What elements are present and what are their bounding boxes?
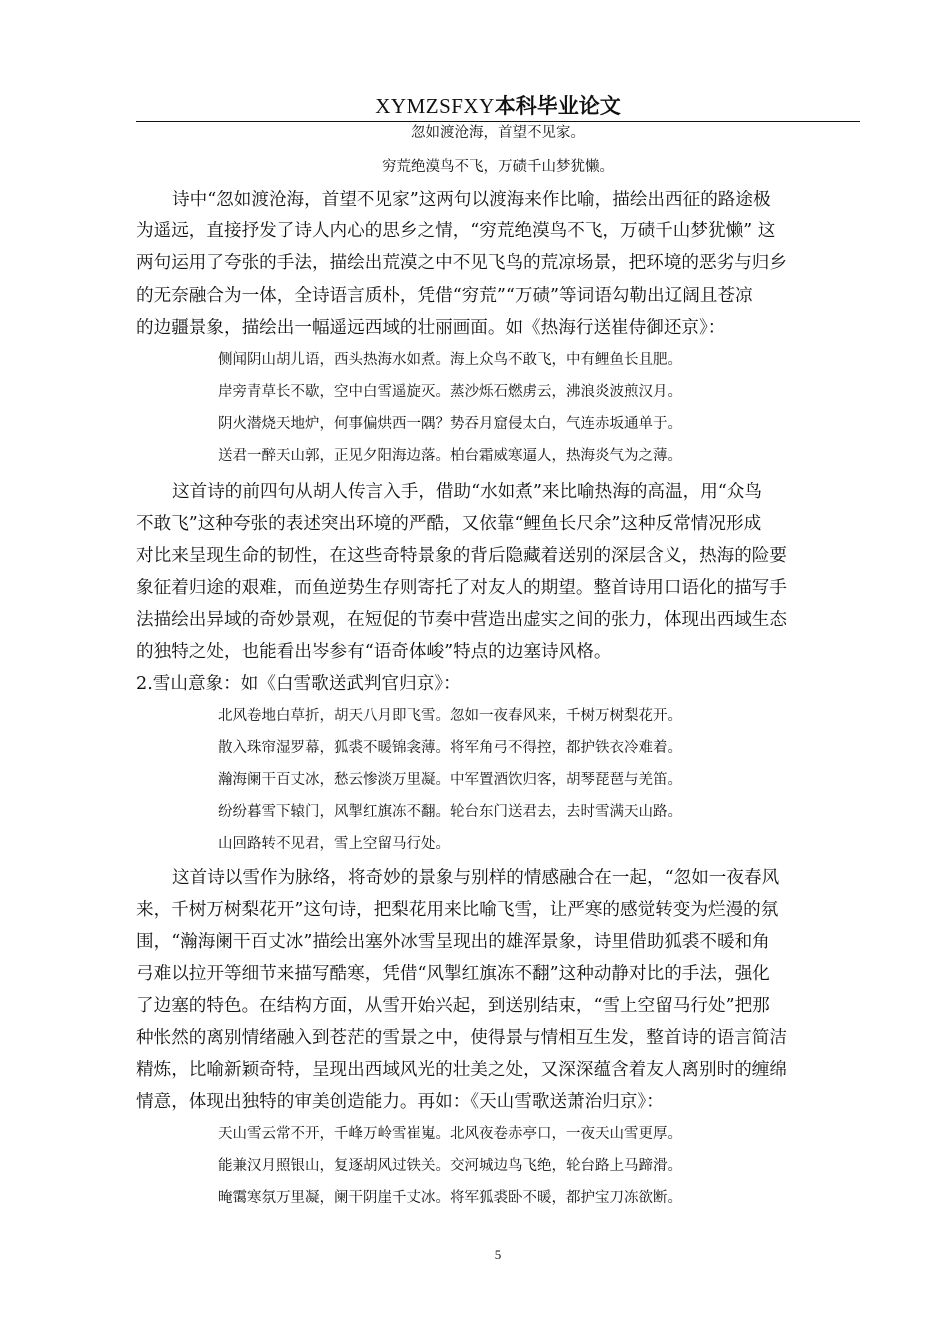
poem-line: 侧闻阴山胡儿语，西头热海水如煮。海上众鸟不敢飞，中有鲤鱼长且肥。 [218,352,682,368]
paragraph-line: 象征着归途的艰难，而鱼逆势生存则寄托了对友人的期望。整首诗用口语化的描写手 [136,578,787,598]
paragraph-line: 的边疆景象，描绘出一幅遥远西域的壮丽画面。如《热海行送崔侍御还京》： [136,318,726,338]
poem-line: 送君一醉天山郭，正见夕阳海边落。柏台霜威寒逼人，热海炎气为之薄。 [218,448,682,464]
paragraph-line: 了边塞的特色。在结构方面，从雪开始兴起，到送别结束，“雪上空留马行处”把那 [136,996,770,1016]
paragraph-line: 不敢飞”这种夸张的表述突出环境的严酷，又依靠“鲤鱼长尺余”这种反常情况形成 [136,514,762,534]
page-header [136,92,860,120]
paragraph-line: 两句运用了夸张的手法，描绘出荒漠之中不见飞鸟的荒凉场景，把环境的恶劣与归乡 [136,253,787,273]
paragraph-line: 的无奈融合为一体，全诗语言质朴，凭借“穷荒”“万碛”等词语勾勒出辽阔且苍凉 [136,286,753,306]
paragraph-line: 弓难以拉开等细节来描写酷寒，凭借“风掣红旗冻不翻”这种动静对比的手法，强化 [136,964,770,984]
header-rule [136,121,860,122]
paragraph-line: 的独特之处，也能看出岑参有“语奇体峻”特点的边塞诗风格。 [136,642,612,662]
poem-line: 岸旁青草长不歇，空中白雪遥旋灭。蒸沙烁石燃虏云，沸浪炎波煎汉月。 [218,384,682,400]
paragraph-line: 来，千树万树梨花开”这句诗，把梨花用来比喻飞雪，让严寒的感觉转变为烂漫的氛 [136,900,779,920]
poem-line: 瀚海阑干百丈冰，愁云惨淡万里凝。中军置酒饮归客，胡琴琵琶与羌笛。 [218,772,682,788]
paragraph-line: 对比来呈现生命的韧性，在这些奇特景象的背后隐藏着送别的深层含义，热海的险要 [136,546,787,566]
poem-line: 穷荒绝漠鸟不飞，万碛千山梦犹懒。 [382,159,614,175]
poem-line: 晻霭寒氛万里凝，阑干阴崖千丈冰。将军狐裘卧不暖，都护宝刀冻欲断。 [218,1190,682,1206]
poem-line: 天山雪云常不开，千峰万岭雪崔嵬。北风夜卷赤亭口，一夜天山雪更厚。 [218,1126,682,1142]
paragraph-line: 诗中“忽如渡沧海，首望不见家”这两句以渡海来作比喻，描绘出西征的路途极 [172,190,771,210]
paragraph-line: 种怅然的离别情绪融入到苍茫的雪景之中，使得景与情相互生发，整首诗的语言简洁 [136,1028,787,1048]
paragraph-line: 围，“瀚海阑干百丈冰”描绘出塞外冰雪呈现出的雄浑景象，诗里借助狐裘不暖和角 [136,932,770,952]
paragraph-line: 为遥远，直接抒发了诗人内心的思乡之情，“穷荒绝漠鸟不飞，万碛千山梦犹懒” 这 [136,221,776,241]
paragraph-line: 精炼，比喻新颖奇特，呈现出西域风光的壮美之处，又深深蕴含着友人离别时的缠绵 [136,1060,787,1080]
poem-line: 忽如渡沧海，首望不见家。 [411,125,585,141]
poem-line: 能兼汉月照银山，复逐胡风过铁关。交河城边鸟飞绝，轮台路上马蹄滑。 [218,1158,682,1174]
paragraph-line: 这首诗以雪作为脉络，将奇妙的景象与别样的情感融合在一起，“忽如一夜春风 [172,868,780,888]
header-code: XYMZSFXY [375,94,495,118]
poem-line: 纷纷暮雪下辕门，风掣红旗冻不翻。轮台东门送君去，去时雪满天山路。 [218,804,682,820]
poem-line: 北风卷地白草折，胡天八月即飞雪。忽如一夜春风来，千树万树梨花开。 [218,708,682,724]
paragraph-line: 法描绘出异域的奇妙景观，在短促的节奏中营造出虚实之间的张力，体现出西域生态 [136,610,787,630]
poem-line: 山回路转不见君，雪上空留马行处。 [218,836,450,852]
paragraph-line: 这首诗的前四句从胡人传言入手，借助“水如煮”来比喻热海的高温，用“众鸟 [172,482,762,502]
poem-line: 阴火潜烧天地炉，何事偏烘西一隅？势吞月窟侵太白，气连赤坂通单于。 [218,416,682,432]
paragraph-line: 情意，体现出独特的审美创造能力。再如：《天山雪歌送萧治归京》： [136,1092,664,1112]
poem-line: 散入珠帘湿罗幕，狐裘不暖锦衾薄。将军角弓不得控，都护铁衣冷难着。 [218,740,682,756]
page-number: 5 [494,1247,502,1262]
header-title: 本科毕业论文 [494,94,621,118]
section-heading: 2.雪山意象：如《白雪歌送武判官归京》： [136,674,461,694]
